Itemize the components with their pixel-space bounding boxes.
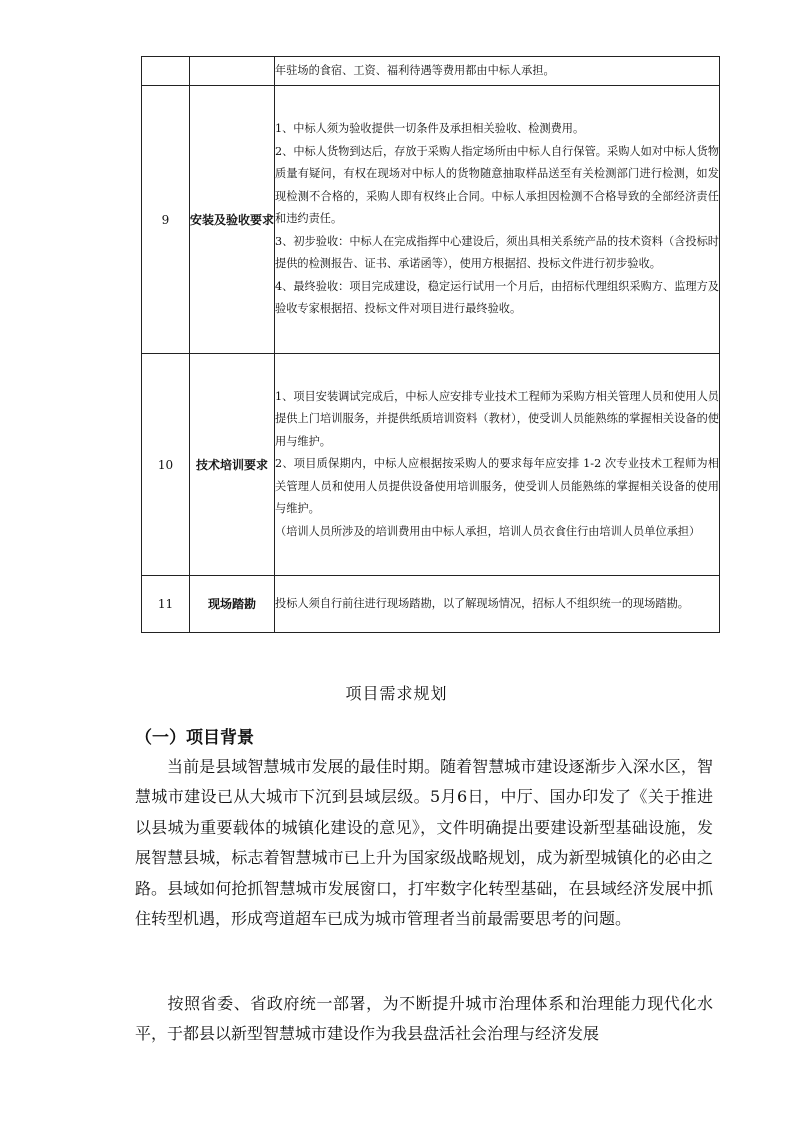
row-content: [275, 86, 720, 354]
content-line: 年驻场的食宿、工资、福利待遇等费用都由中标人承担。: [275, 63, 555, 77]
content-line: 1、项目安装调试完成后，中标人应安排专业技术工程师为采购方相关管理人员和使用人员提供上门培训服务，并提供纸质培训资料（教材），使受训人员能熟练的掌握相关设备的使用与维护。: [275, 389, 719, 448]
row-item-name: [190, 57, 275, 86]
row-content: [275, 576, 720, 633]
table-row: [142, 86, 720, 354]
row-number: 11: [142, 576, 190, 633]
row-item-name: 技术培训要求: [190, 354, 275, 576]
row-content: [275, 57, 720, 86]
content-line: 投标人须自行前往进行现场踏勘，以了解现场情况，招标人不组织统一的现场踏勘。: [275, 596, 689, 610]
row-number: 10: [142, 354, 190, 576]
section-subtitle: （一）项目背景: [135, 728, 254, 748]
row-content: [275, 354, 720, 576]
content-line: 2、中标人货物到达后，存放于采购人指定场所由中标人自行保管。采购人如对中标人货物质量有疑问，有权在现场对中标人的货物随意抽取样品送至有关检测部门进行检测，如发现检测不合格的，采购人即有权终止合同。中标人承担因检测不合格导致的全部经济责任和违约责任。: [275, 144, 719, 226]
row-item-name: 现场踏勘: [190, 576, 275, 633]
table-row: [142, 354, 720, 576]
table-row: [142, 576, 720, 633]
section-title: 项目需求规划: [345, 684, 448, 703]
content-line: 2、项目质保期内，中标人应根据按采购人的要求每年应安排 1-2 次专业技术工程师为相关管理人员和使用人员提供设备使用培训服务，使受训人员能熟练的掌握相关设备的使用与维护。: [275, 457, 719, 516]
content-line: 4、最终验收：项目完成建设，稳定运行试用一个月后，由招标代理组织采购方、监理方及验收专家根据招、投标文件对项目进行最终验收。: [275, 279, 719, 316]
body-paragraph: [135, 989, 713, 1050]
body-paragraph: [135, 752, 713, 934]
row-number: 9: [142, 86, 190, 354]
paragraph-text: 按照省委、省政府统一部署，为不断提升城市治理体系和治理能力现代化水平，于都县以新型智慧城市建设作为我县盘活社会治理与经济发展: [135, 994, 713, 1044]
content-line: 3、初步验收：中标人在完成指挥中心建设后，须出具相关系统产品的技术资料（含投标时提供的检测报告、证书、承诺函等），使用方根据招、投标文件进行初步验收。: [275, 234, 719, 271]
requirements-table: [141, 56, 720, 633]
content-line: （培训人员所涉及的培训费用由中标人承担，培训人员衣食住行由培训人员单位承担）: [275, 524, 701, 538]
row-number: [142, 57, 190, 86]
row-item-name: 安装及验收要求: [190, 86, 275, 354]
content-line: 1、中标人须为验收提供一切条件及承担相关验收、检测费用。: [275, 122, 585, 136]
table-row: [142, 57, 720, 86]
paragraph-text: 当前是县域智慧城市发展的最佳时期。随着智慧城市建设逐渐步入深水区，智慧城市建设已从大城市下沉到县域层级。5月6日，中厅、国办印发了《关于推进以县城为重要载体的城镇化建设的意见》，文件明确提出要建设新型基础设施，发展智慧县城，标志着智慧城市已上升为国家级战略规划，成为新型城镇化的必由之路。县域如何抢抓智慧城市发展窗口，打牢数字化转型基础，在县域经济发展中抓住转型机遇，形成弯道超车已成为城市管理者当前最需要思考的问题。: [135, 757, 713, 929]
